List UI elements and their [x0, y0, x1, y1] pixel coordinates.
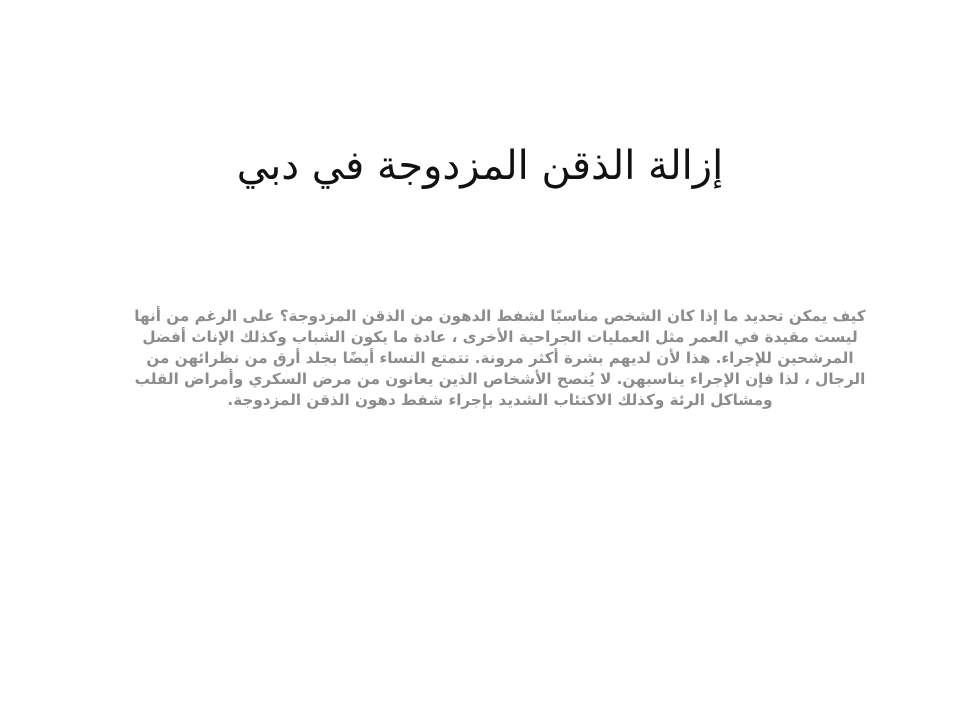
slide-body-text: كيف يمكن تحديد ما إذا كان الشخص مناسبًا لشفط الدهون من الذقن المزدوجة؟ على الرغم من أنها ليست مقيدة في العمر مثل العمليات الجراحية الأخرى ، عادة ما يكون الشباب وكذلك الإناث أفضل المرشحين للإجراء. هذا لأن لديهم بشرة أكثر مرونة. تتمتع النساء أيضًا بجلد أرق من نظرائهن من الرجال ، لذا فإن الإجراء يناسبهن. لا يُنصح الأشخاص الذين يعانون من مرض السكري وأمراض القلب ومشاكل الرئة وكذلك الاكتئاب الشديد بإجراء شفط دهون الذقن المزدوجة. — [134, 307, 866, 409]
slide-title: إزالة الذقن المزدوجة في دبي — [236, 143, 724, 189]
